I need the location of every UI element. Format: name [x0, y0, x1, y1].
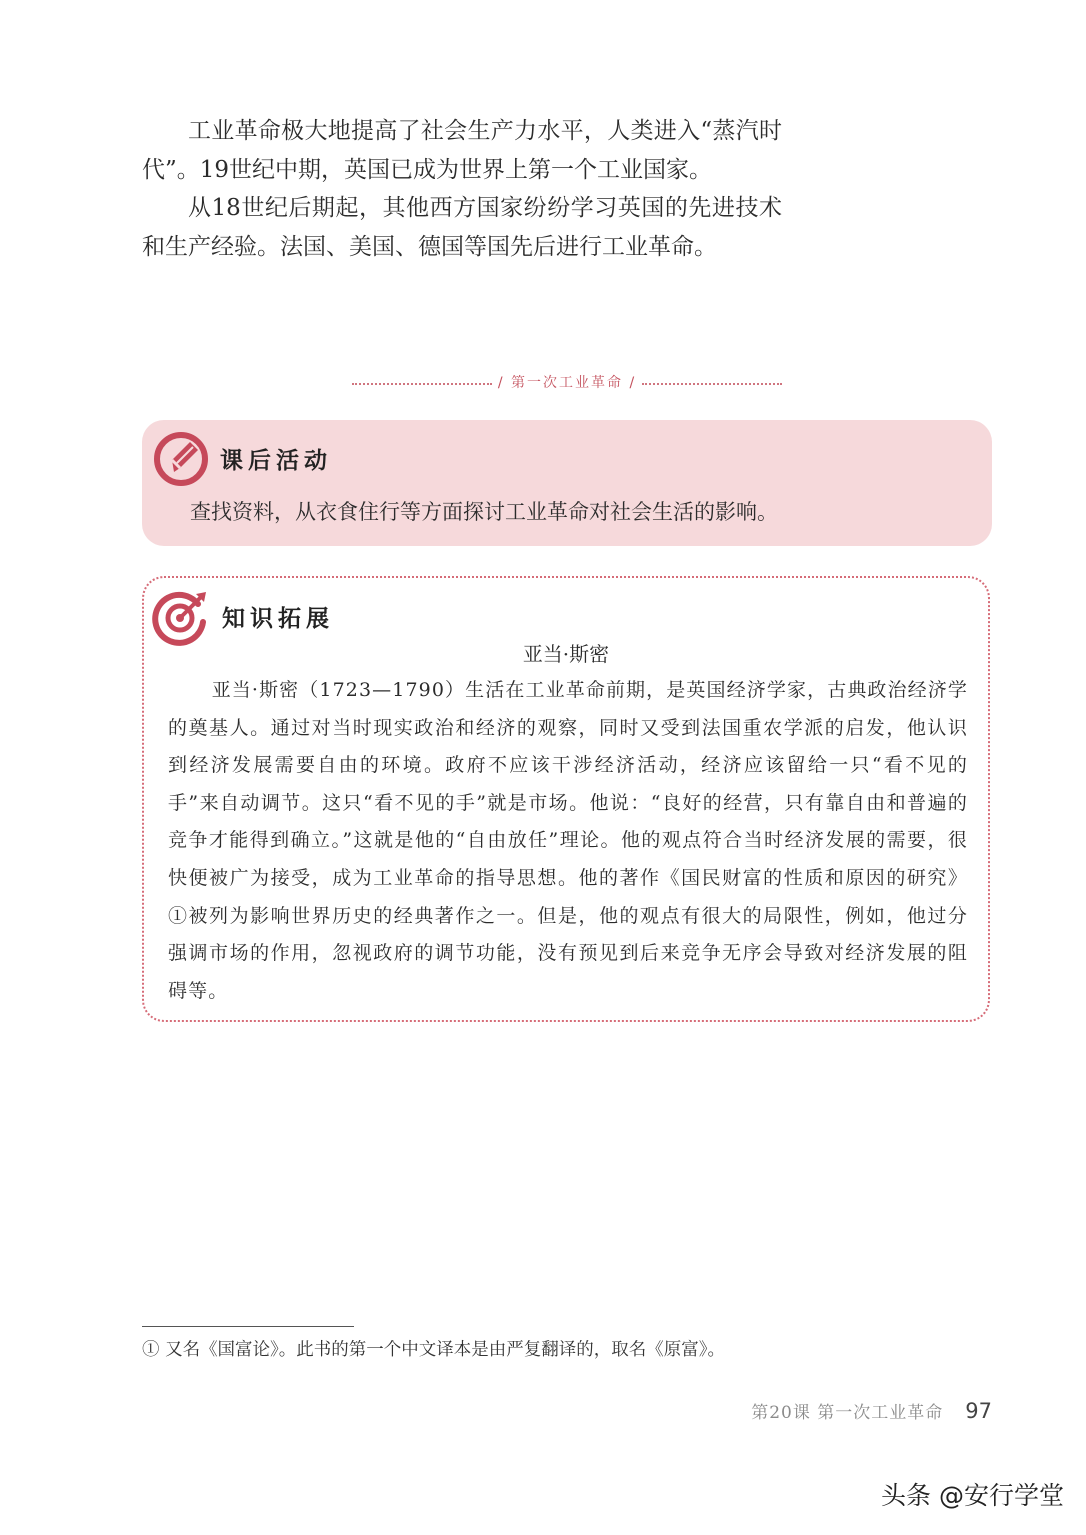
main-text [142, 112, 782, 266]
paragraph-1: 工业革命极大地提高了社会生产力水平，人类进入“蒸汽时代”。19世纪中期，英国已成为世界上第一个工业国家。 [142, 118, 782, 183]
knowledge-title: 知识拓展 [222, 606, 334, 632]
watermark: 头条 @安行学堂 [881, 1481, 1064, 1510]
paragraph-2: 从18世纪后期起，其他西方国家纷纷学习英国的先进技术和生产经验。法国、美国、德国等国先后进行工业革命。 [142, 195, 782, 260]
knowledge-subtitle: 亚当·斯密 [522, 642, 610, 666]
pen-icon [152, 430, 210, 488]
knowledge-text: 亚当·斯密（1723—1790）生活在工业革命前期，是英国经济学家，古典政治经济学的奠基人。通过对当时现实政治和经济的观察，同时又受到法国重农学派的启发，他认识到经济发展需要自由的环境。政府不应该干涉经济活动，经济应该留给一只“看不见的手”来自动调节。这只“看不见的手”就是市场。他说：“良好的经营，只有靠自由和普遍的竞争才能得到确立。”这就是他的“自由放任”理论。他的观点符合当时经济发展的需要，很快便被广为接受，成为工业革命的指导思想。他的著作《国民财富的性质和原因的研究》①被列为影响世界历史的经典著作之一。但是，他的观点有很大的局限性，例如，他过分强调市场的作用，忽视政府的调节功能，没有预见到后来竞争无序会导致对经济发展的阻碍等。 [168, 679, 968, 1002]
footnote: ① 又名《国富论》。此书的第一个中文译本是由严复翻译的，取名《原富》。 [142, 1340, 726, 1360]
footnote-rule [142, 1326, 354, 1327]
knowledge-box [142, 576, 990, 1022]
activity-text: 查找资料，从衣食住行等方面探讨工业革命对社会生活的影响。 [190, 500, 778, 524]
lesson-label: 第20课 第一次工业革命 [751, 1403, 944, 1423]
activity-title: 课后活动 [220, 448, 332, 474]
divider-label: / 第一次工业革命 / [497, 375, 637, 391]
activity-box [142, 420, 992, 546]
section-divider [352, 372, 782, 392]
divider-dots-left [352, 383, 492, 385]
page-footer [751, 1398, 992, 1423]
divider-dots-right [642, 383, 782, 385]
page-number: 97 [965, 1399, 992, 1423]
